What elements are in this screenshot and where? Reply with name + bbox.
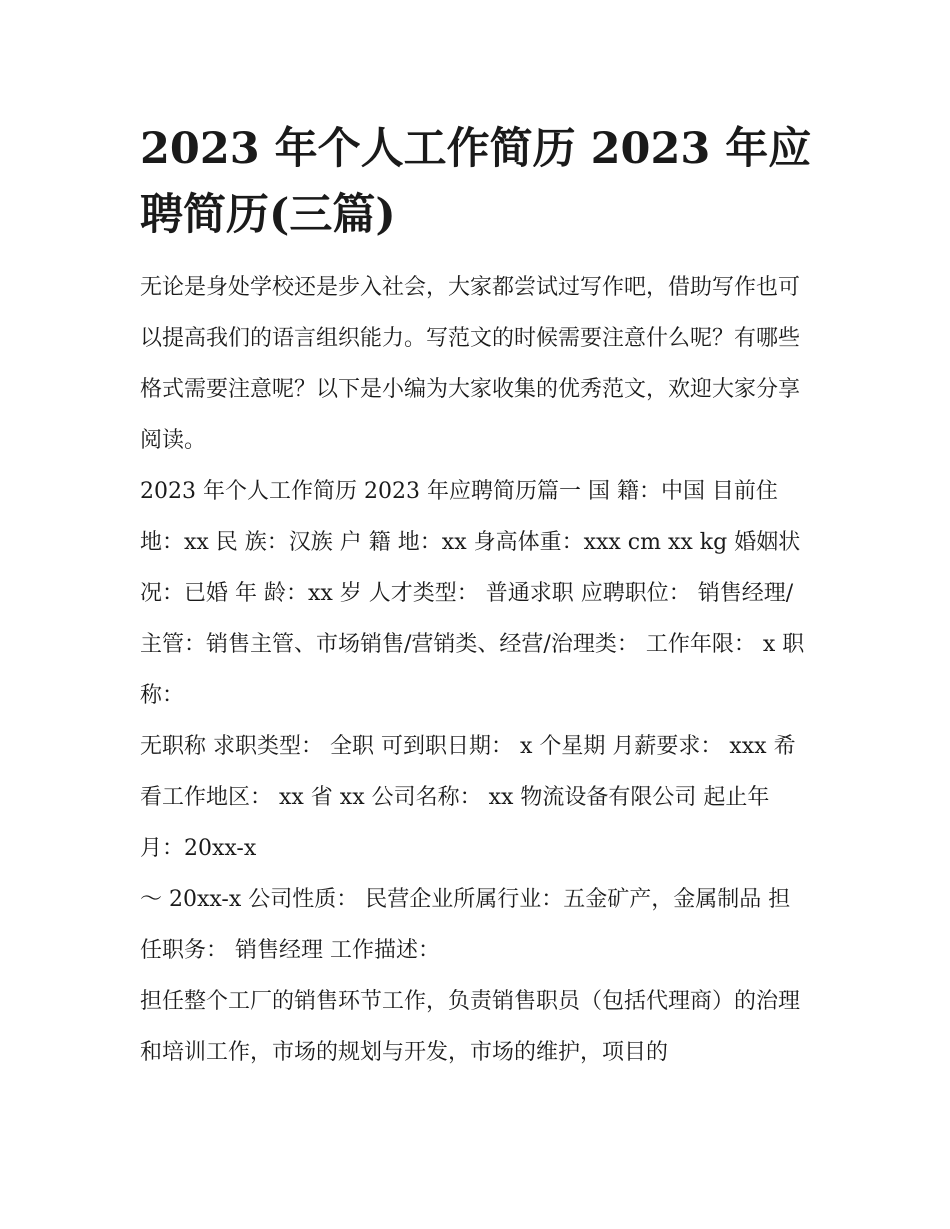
document-title: 2023 年个人工作简历 2023 年应聘简历(三篇) (140, 124, 812, 240)
resume-personal-info-paragraph: 2023 年个人工作简历 2023 年应聘简历篇一 国 籍：中国 目前住地：xx 民 族：汉族 户 籍 地：xx 身高体重：xxx cm xx kg 婚姻状况：已婚 年 龄：xx 岁 人才类型： 普通求职 应聘职位： 销售经理/主管：销售主管、市场销售/营销类、经营/治理类： 工作年限： x 职 称： (140, 479, 805, 708)
resume-company-info-paragraph: ～ 20xx-x 公司性质： 民营企业所属行业：五金矿产，金属制品 担任职务： 销售经理 工作描述： (140, 887, 791, 963)
intro-paragraph: 无论是身处学校还是步入社会，大家都尝试过写作吧，借助写作也可以提高我们的语言组织能力。写范文的时候需要注意什么呢？有哪些格式需要注意呢？以下是小编为大家收集的优秀范文，欢迎大家分享阅读。 (140, 275, 801, 453)
document-body (140, 116, 812, 1078)
resume-job-description-paragraph: 担任整个工厂的销售环节工作，负责销售职员（包括代理商）的治理和培训工作，市场的规划与开发，市场的维护，项目的 (140, 989, 801, 1065)
resume-job-preference-paragraph: 无职称 求职类型： 全职 可到职日期： x 个星期 月薪要求： xxx 希看工作地区： xx 省 xx 公司名称： xx 物流设备有限公司 起止年月：20xx-x (140, 734, 796, 861)
